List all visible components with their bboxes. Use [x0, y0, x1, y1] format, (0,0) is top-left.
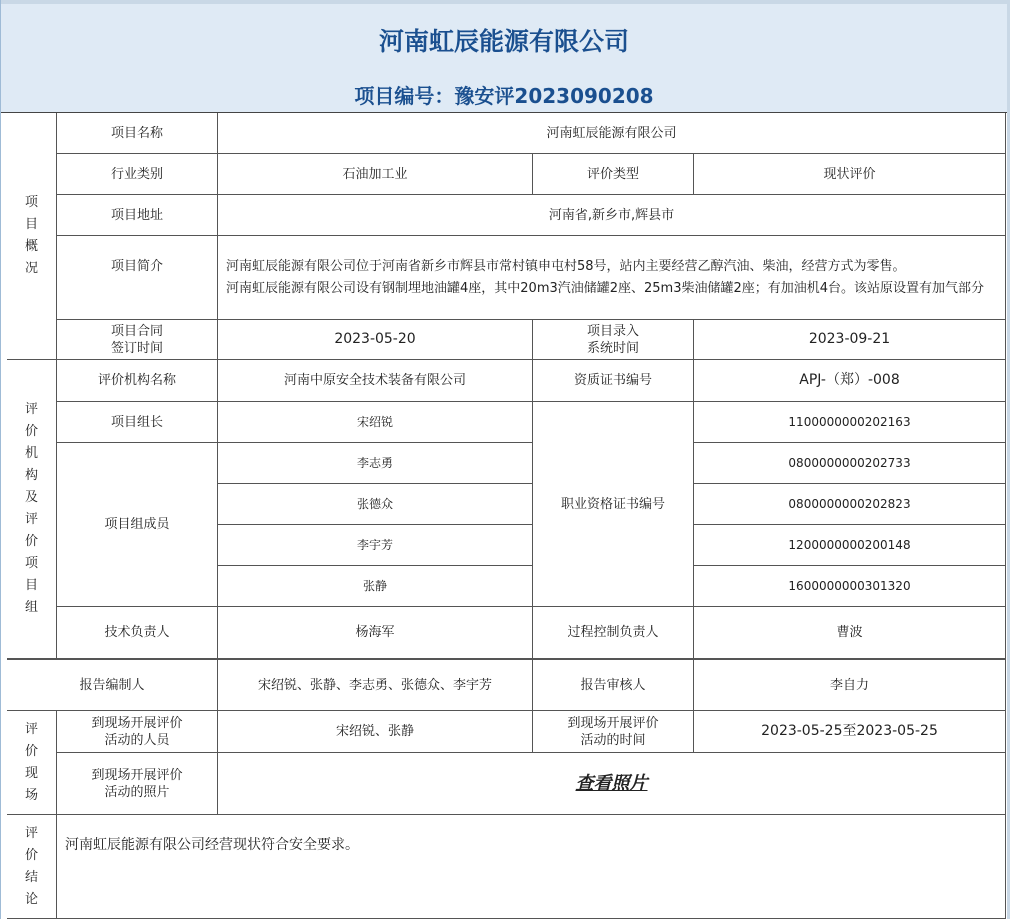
- category-char: 论: [24, 891, 38, 907]
- industry-label: 行业类别: [57, 154, 218, 195]
- contract-date-value: 2023-05-20: [218, 320, 533, 360]
- site-time-label: [533, 711, 694, 753]
- address-label: 项目地址: [57, 195, 218, 236]
- view-photos-link[interactable]: 查看照片: [575, 773, 648, 794]
- site-people-label-line1: 到现场开展评价: [91, 715, 183, 731]
- category-char: 场: [24, 787, 38, 803]
- category-conclusion: [7, 815, 57, 919]
- member-cert: 0800000000202733: [694, 443, 1006, 484]
- entry-date-label-line2: 系统时间: [586, 340, 639, 356]
- intro-label: 项目简介: [57, 236, 218, 320]
- member-name: 张静: [218, 566, 533, 607]
- category-char: 评: [24, 825, 38, 841]
- conclusion-text: 河南虹辰能源有限公司经营现状符合安全要求。: [57, 815, 1006, 919]
- category-char: 价: [24, 743, 38, 759]
- contract-date-label-line1: 项目合同: [110, 323, 163, 339]
- contract-date-label-line2: 签订时间: [110, 340, 163, 356]
- category-site: [7, 711, 57, 815]
- eval-type-value: 现状评价: [694, 154, 1006, 195]
- member-cert: 0800000000202823: [694, 484, 1006, 525]
- intro-line-2: 河南虹辰能源有限公司设有钢制埋地油罐4座，其中20m3汽油储罐2座、25m3柴油储罐2座；有加油机4台。该站原设置有加气部分: [226, 280, 985, 296]
- site-photo-cell: [218, 753, 1006, 815]
- report-header: [1, 0, 1007, 113]
- category-agency: [7, 360, 57, 659]
- category-char: 机: [24, 446, 38, 461]
- project-name-value: 河南虹辰能源有限公司: [218, 113, 1006, 154]
- member-cert: 1200000000200148: [694, 525, 1006, 566]
- eval-type-label: 评价类型: [533, 154, 694, 195]
- category-char: 概: [24, 239, 38, 254]
- category-char: 及: [24, 490, 38, 505]
- site-photo-label: [57, 753, 218, 815]
- member-name: 李志勇: [218, 443, 533, 484]
- org-value: 河南中原安全技术装备有限公司: [218, 360, 533, 402]
- category-char: 结: [24, 869, 38, 885]
- category-char: 价: [24, 534, 38, 549]
- category-char: 评: [24, 721, 38, 737]
- category-char: 目: [24, 217, 38, 232]
- cert-value: APJ-（郑）-008: [694, 360, 1006, 402]
- entry-date-label: [533, 320, 694, 360]
- industry-value: 石油加工业: [218, 154, 533, 195]
- members-label: 项目组成员: [57, 443, 218, 607]
- project-name-label: 项目名称: [57, 113, 218, 154]
- site-time-label-line1: 到现场开展评价: [567, 715, 659, 731]
- category-char: 评: [24, 512, 38, 527]
- site-people-label: [57, 711, 218, 753]
- category-char: 项: [24, 195, 38, 210]
- category-char: 构: [24, 468, 38, 483]
- category-char: 目: [24, 578, 38, 593]
- intro-line-1: 河南虹辰能源有限公司位于河南省新乡市辉县市常村镇申屯村58号，站内主要经营乙醇汽油、柴油，经营方式为零售。: [226, 258, 906, 274]
- report-reviewer-label: 报告审核人: [533, 659, 694, 711]
- process-lead-value: 曹波: [694, 607, 1006, 659]
- contract-date-label: [57, 320, 218, 360]
- qualification-label: 职业资格证书编号: [533, 402, 694, 607]
- report-reviewer-value: 李自力: [694, 659, 1006, 711]
- leader-cert: 1100000000202163: [694, 402, 1006, 443]
- category-char: 组: [24, 600, 38, 615]
- site-time-label-line2: 活动的时间: [580, 732, 646, 748]
- entry-date-value: 2023-09-21: [694, 320, 1006, 360]
- site-people-label-line2: 活动的人员: [104, 732, 170, 748]
- tech-lead-value: 杨海军: [218, 607, 533, 659]
- org-label: 评价机构名称: [57, 360, 218, 402]
- site-people-value: 宋绍锐、张静: [218, 711, 533, 753]
- member-name: 李宇芳: [218, 525, 533, 566]
- report-author-value: 宋绍锐、张静、李志勇、张德众、李宇芳: [218, 659, 533, 711]
- category-char: 评: [24, 402, 38, 417]
- category-overview: [7, 113, 57, 360]
- project-code: 项目编号：豫安评2023090208: [354, 84, 654, 108]
- category-char: 价: [24, 847, 38, 863]
- site-photo-label-line1: 到现场开展评价: [91, 767, 183, 783]
- site-photo-label-line2: 活动的照片: [104, 784, 170, 800]
- tech-lead-label: 技术负责人: [57, 607, 218, 659]
- process-lead-label: 过程控制负责人: [533, 607, 694, 659]
- report-author-label: 报告编制人: [7, 659, 218, 711]
- leader-name: 宋绍锐: [218, 402, 533, 443]
- member-cert: 1600000000301320: [694, 566, 1006, 607]
- category-char: 项: [24, 556, 38, 571]
- company-title: 河南虹辰能源有限公司: [378, 27, 629, 56]
- address-value: 河南省,新乡市,辉县市: [218, 195, 1006, 236]
- category-char: 况: [24, 261, 38, 276]
- category-char: 现: [24, 765, 38, 781]
- leader-label: 项目组长: [57, 402, 218, 443]
- intro-value: [218, 236, 1006, 320]
- member-name: 张德众: [218, 484, 533, 525]
- category-char: 价: [24, 424, 38, 439]
- cert-label: 资质证书编号: [533, 360, 694, 402]
- entry-date-label-line1: 项目录入: [586, 323, 639, 339]
- site-time-value: 2023-05-25至2023-05-25: [694, 711, 1006, 753]
